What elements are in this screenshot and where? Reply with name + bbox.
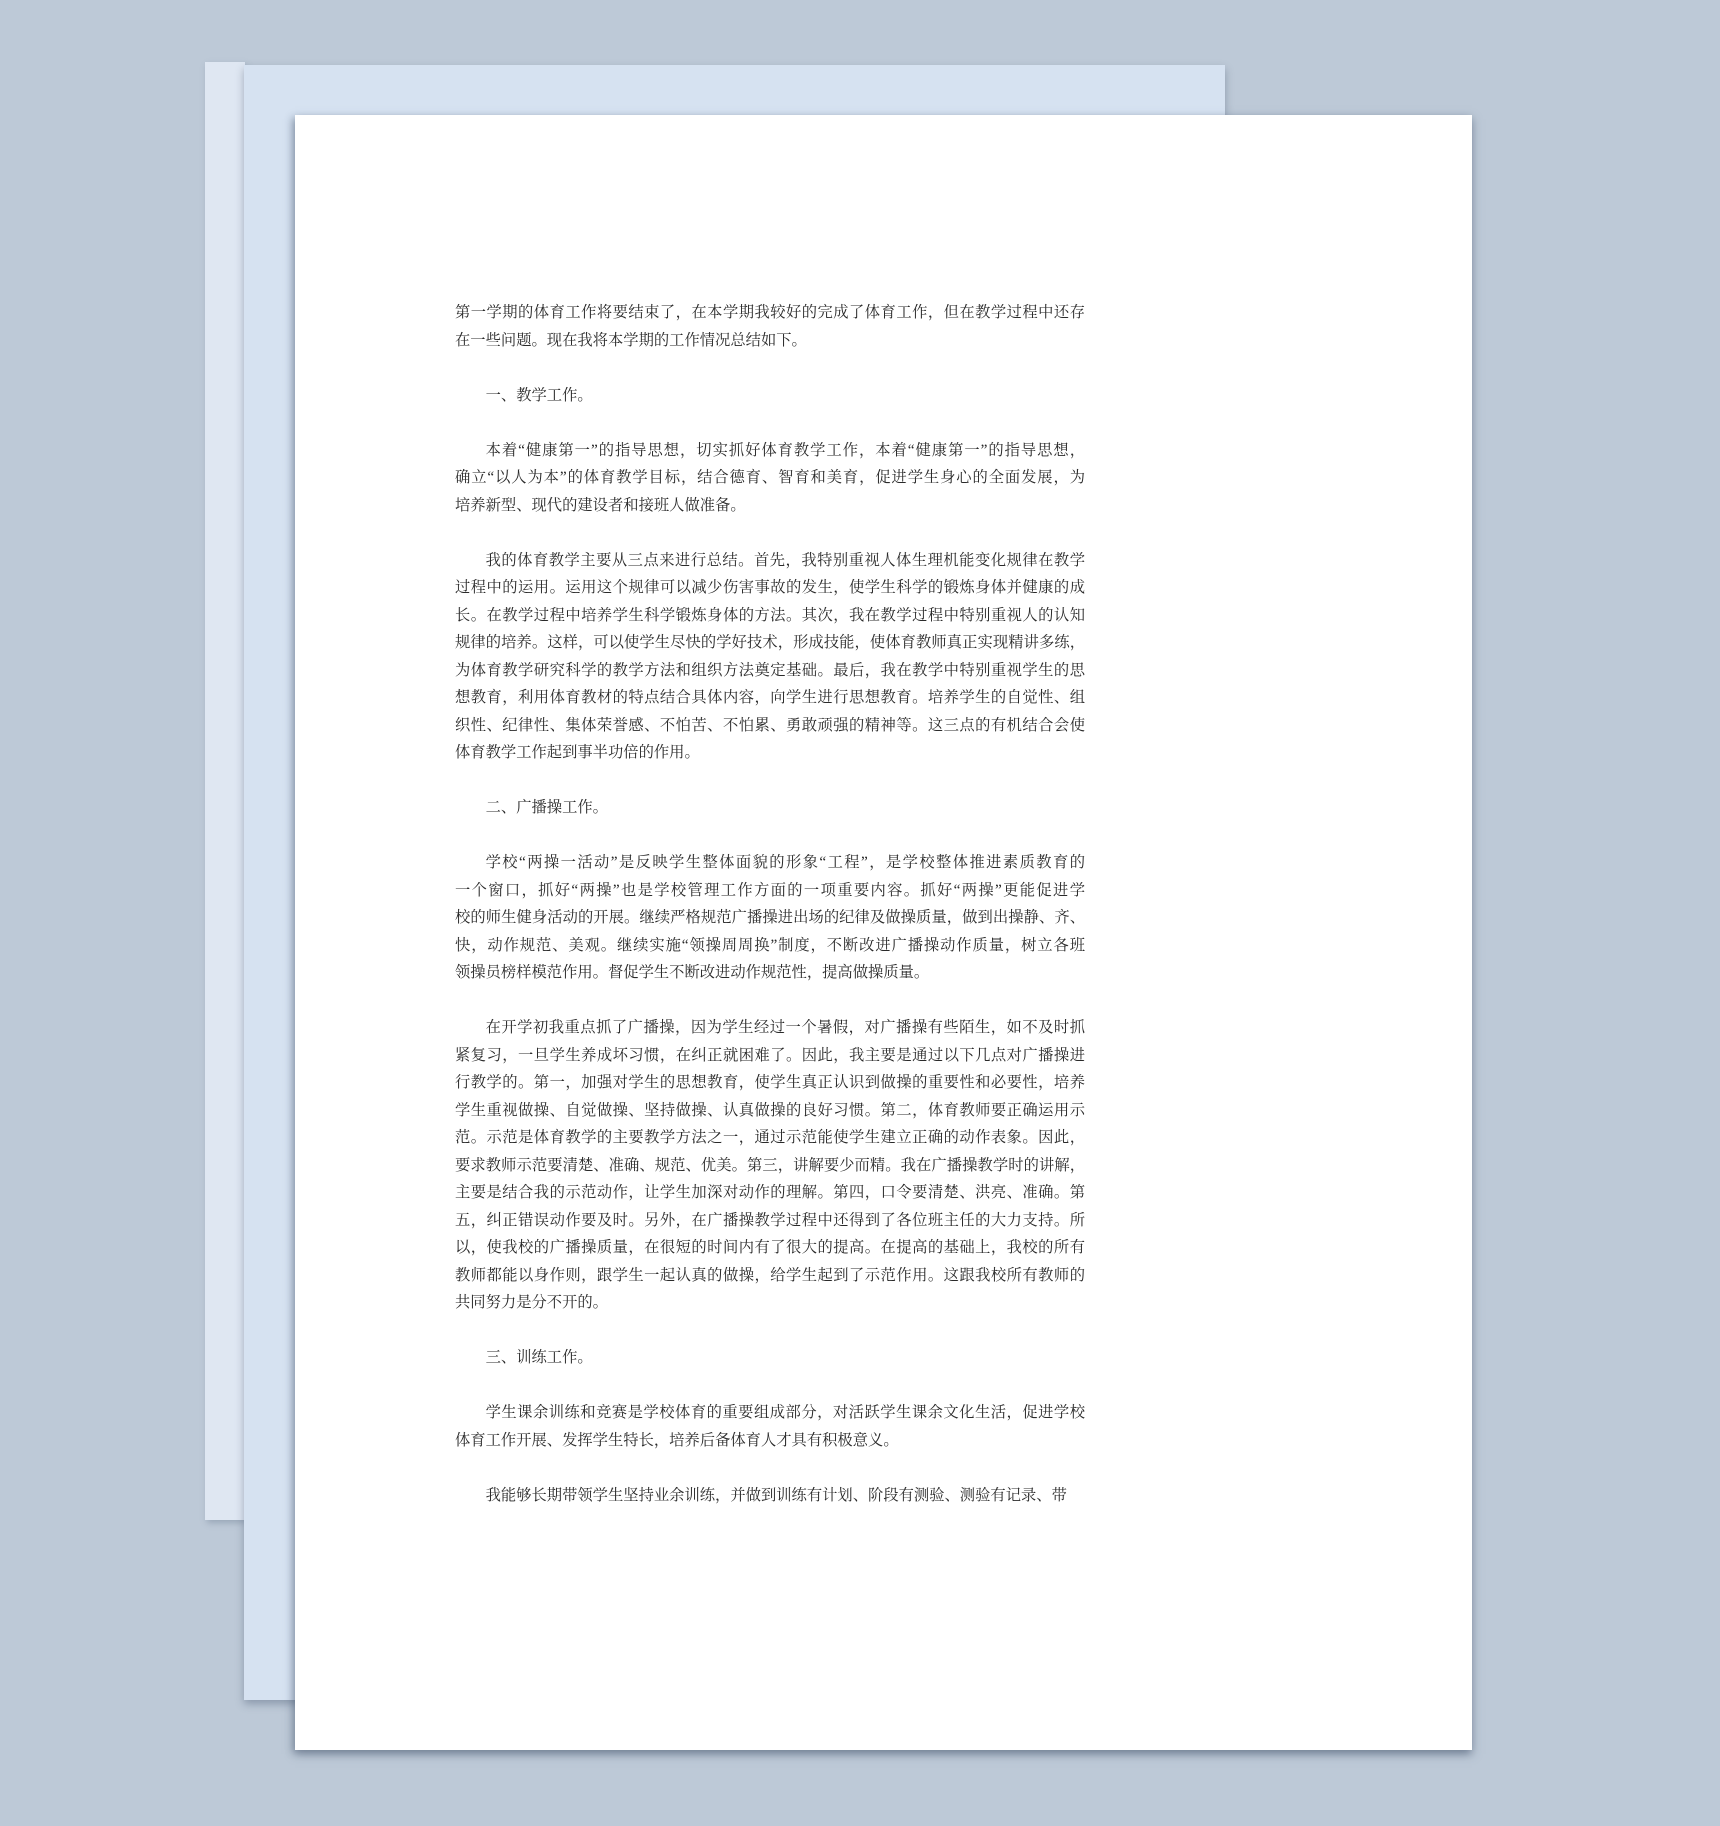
text-line: 在一些问题。现在我将本学期的工作情况总结如下。	[455, 331, 807, 349]
text-line: 学生课余训练和竞赛是学校体育的重要组成部分，对活跃学生课余文化生活，促进学校	[485, 1404, 1085, 1421]
text-line: 领操员榜样模范作用。督促学生不断改进动作规范性，提高做操质量。	[455, 964, 930, 981]
section-heading	[455, 1344, 1085, 1372]
paragraph	[455, 1399, 1085, 1454]
section-heading	[455, 794, 1085, 822]
text-line: 想教育，利用体育教材的特点结合具体内容，向学生进行思想教育。培养学生的自觉性、组	[455, 689, 1085, 706]
text-line: 为体育教学研究科学的教学方法和组织方法奠定基础。最后，我在教学中特别重视学生的思	[455, 661, 1085, 679]
text-line: 要求教师示范要清楚、准确、规范、优美。第三，讲解要少而精。我在广播操教学时的讲解，	[455, 1156, 1085, 1174]
text-line: 三、训练工作。	[485, 1349, 593, 1366]
text-line: 主要是结合我的示范动作，让学生加深对动作的理解。第四，口令要清楚、洪亮、准确。第	[455, 1184, 1085, 1201]
text-line: 五，纠正错误动作要及时。另外，在广播操教学过程中还得到了各位班主任的大力支持。所	[455, 1211, 1085, 1229]
text-line: 以，使我校的广播操质量，在很短的时间内有了很大的提高。在提高的基础上，我校的所有	[455, 1239, 1085, 1256]
text-line: 织性、纪律性、集体荣誉感、不怕苦、不怕累、勇敢顽强的精神等。这三点的有机结合会使	[455, 716, 1085, 734]
text-line: 规律的培养。这样，可以使学生尽快的学好技术，形成技能，使体育教师真正实现精讲多练，	[455, 634, 1085, 651]
text-line: 本着“健康第一”的指导思想，切实抓好体育教学工作，本着“健康第一”的指导思想，	[485, 441, 1085, 459]
section-heading	[455, 382, 1085, 410]
paragraph	[455, 849, 1085, 987]
paragraph	[455, 547, 1085, 767]
back-sheet-strip	[205, 62, 245, 1520]
text-line: 教师都能以身作则，跟学生一起认真的做操，给学生起到了示范作用。这跟我校所有教师的	[455, 1266, 1085, 1284]
text-line: 长。在教学过程中培养学生科学锻炼身体的方法。其次，我在教学过程中特别重视人的认知	[455, 606, 1085, 624]
text-line: 二、广播操工作。	[485, 799, 608, 816]
text-line: 范。示范是体育教学的主要教学方法之一，通过示范能使学生建立正确的动作表象。因此，	[455, 1129, 1085, 1146]
text-line: 第一学期的体育工作将要结束了，在本学期我较好的完成了体育工作，但在教学过程中还存	[455, 304, 1085, 321]
document-page	[295, 115, 1472, 1750]
paragraph	[455, 299, 1085, 354]
text-line: 在开学初我重点抓了广播操，因为学生经过一个暑假，对广播操有些陌生，如不及时抓	[485, 1019, 1085, 1036]
text-line: 学生重视做操、自觉做操、坚持做操、认真做操的良好习惯。第二，体育教师要正确运用示	[455, 1101, 1085, 1119]
document-text	[455, 299, 1085, 1509]
paragraph	[455, 1482, 1085, 1510]
text-line: 过程中的运用。运用这个规律可以减少伤害事故的发生，使学生科学的锻炼身体并健康的成	[455, 579, 1085, 596]
text-line: 学校“两操一活动”是反映学生整体面貌的形象“工程”，是学校整体推进素质教育的	[485, 854, 1085, 871]
text-line: 确立“以人为本”的体育教学目标，结合德育、智育和美育，促进学生身心的全面发展，为	[455, 469, 1085, 486]
text-line: 快，动作规范、美观。继续实施“领操周周换”制度，不断改进广播操动作质量，树立各班	[455, 936, 1085, 954]
text-line: 体育工作开展、发挥学生特长，培养后备体育人才具有积极意义。	[455, 1431, 899, 1449]
text-line: 校的师生健身活动的开展。继续严格规范广播操进出场的纪律及做操质量，做到出操静、齐、	[455, 909, 1085, 926]
text-line: 我能够长期带领学生坚持业余训练，并做到训练有计划、阶段有测验、测验有记录、带	[485, 1486, 1067, 1504]
text-line: 我的体育教学主要从三点来进行总结。首先，我特别重视人体生理机能变化规律在教学	[485, 551, 1085, 569]
paragraph	[455, 437, 1085, 520]
text-line: 共同努力是分不开的。	[455, 1294, 608, 1311]
text-line: 紧复习，一旦学生养成坏习惯，在纠正就困难了。因此，我主要是通过以下几点对广播操进	[455, 1046, 1085, 1064]
text-line: 培养新型、现代的建设者和接班人做准备。	[455, 496, 746, 514]
text-line: 一、教学工作。	[485, 386, 593, 404]
text-line: 一个窗口，抓好“两操”也是学校管理工作方面的一项重要内容。抓好“两操”更能促进学	[455, 881, 1085, 899]
text-line: 行教学的。第一，加强对学生的思想教育，使学生真正认识到做操的重要性和必要性，培养	[455, 1074, 1085, 1091]
paragraph	[455, 1014, 1085, 1317]
text-line: 体育教学工作起到事半功倍的作用。	[455, 744, 700, 761]
